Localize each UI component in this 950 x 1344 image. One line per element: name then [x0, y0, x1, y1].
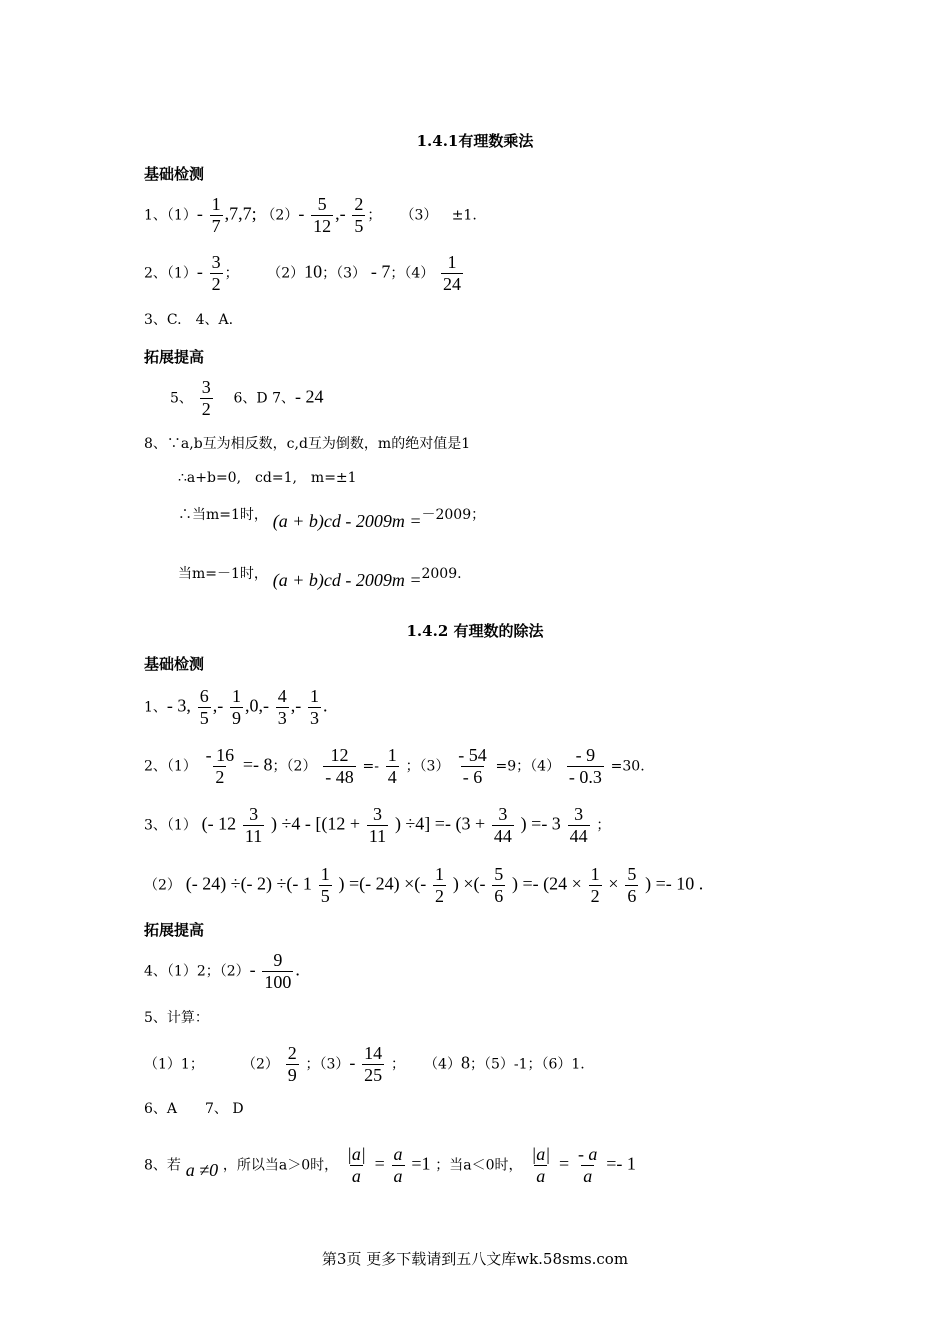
answer-line-8a: 8、∵a,b互为相反数，c,d互为倒数，m的绝对值是1 [144, 436, 471, 452]
fraction: $\frac{2}{9}$ [287, 1043, 297, 1085]
div-answer-line-2: 2、（1） $\frac{- 16}{2}$ =- 8；（2） $\frac{12}{- 48}$ =- $\frac{1}{4}$ ；（3） $\frac{- 54}{- 6}$ =9；（4） $\frac{- 9}{- 0.3}$ =30. [144, 745, 645, 787]
div-answer-line-9: 8、若 a ≠0 ，所以当a＞0时， $\frac{|a|}{a}$ = $\frac{a}{a}$ =1 ；当a＜0时， $\frac{|a|}{a}$ = $\frac{- a}{a}$ =- 1 [144, 1144, 636, 1186]
heading-basic-2: 基础检测 [144, 655, 205, 673]
page-footer: 第3页 更多下载请到五八文库wk.58sms.com [321, 1250, 629, 1268]
fraction: $\frac{2}{5}$ [354, 194, 364, 236]
answer-line-8c: ∴当m=1时， (a + b)cd - 2009m =－2009； [178, 507, 486, 531]
section-title-division: 1.4.2 有理数的除法 [406, 622, 544, 640]
answer-line-5: 5、 $\frac{3}{2}$ 6、D 7、- 24 [170, 377, 324, 419]
fraction: $\frac{12}{- 48}$ [325, 745, 354, 787]
fraction: $\frac{- 9}{- 0.3}$ [568, 745, 602, 787]
div-answer-line-7: （1）1； （2） $\frac{2}{9}$ ；（3）- $\frac{14}{25}$ ； （4）8；（5）-1；（6）1. [144, 1043, 585, 1085]
div-answer-line-4: （2） (- 24) ÷(- 2) ÷(- 1 $\frac{1}{5}$ ) =(- 24) ×(- $\frac{1}{2}$ ) ×(- $\frac{5}{6}$ ) =- (24 × $\frac{1}{2}$ × $\frac{5}{6}$ ) =- 10 . [144, 864, 704, 906]
fraction: $\frac{6}{5}$ [199, 686, 209, 728]
div-answer-line-3: 3、（1） (- 12 $\frac{3}{11}$ ) ÷4 - [(12 + $\frac{3}{11}$ ) ÷4] =- (3 + $\frac{3}{44}$ ) =- 3 $\frac{3}{44}$ ； [144, 804, 611, 846]
answer-line-8b: ∴a+b=0, cd=1, m=±1 [178, 470, 357, 486]
fraction: $\frac{- a}{a}$ [577, 1144, 598, 1186]
fraction: $\frac{3}{11}$ [368, 804, 387, 846]
fraction: $\frac{1}{3}$ [310, 686, 320, 728]
fraction: $\frac{1}{5}$ [320, 864, 330, 906]
div-answer-line-6: 5、计算： [144, 1010, 209, 1026]
fraction: $\frac{3}{11}$ [244, 804, 263, 846]
fraction: $\frac{1}{24}$ [443, 252, 462, 294]
fraction: $\frac{1}{7}$ [211, 194, 221, 236]
fraction: $\frac{|a|}{a}$ [531, 1144, 551, 1186]
fraction: $\frac{5}{6}$ [494, 864, 504, 906]
fraction: $\frac{|a|}{a}$ [346, 1144, 366, 1186]
fraction: $\frac{14}{25}$ [364, 1043, 383, 1085]
div-answer-line-8: 6、A 7、 D [144, 1101, 244, 1117]
fraction: $\frac{a}{a}$ [393, 1144, 403, 1186]
fraction: $\frac{1}{9}$ [231, 686, 241, 728]
div-answer-line-1: 1、- 3, $\frac{6}{5}$ ,- $\frac{1}{9}$ ,0,- $\frac{4}{3}$ ,- $\frac{1}{3}$ . [144, 686, 328, 728]
answer-line-1: 1、（1）- $\frac{1}{7}$ ,7,7; （2）- $\frac{5}{12}$ ,- $\frac{2}{5}$ ； （3） ±1. [144, 194, 477, 236]
fraction: $\frac{- 16}{2}$ [205, 745, 235, 787]
fraction: $\frac{3}{2}$ [201, 377, 211, 419]
heading-extension-2: 拓展提高 [144, 921, 205, 939]
fraction: $\frac{4}{3}$ [277, 686, 287, 728]
section-title-multiplication: 1.4.1有理数乘法 [416, 132, 534, 150]
heading-basic-1: 基础检测 [144, 165, 205, 183]
fraction: $\frac{1}{2}$ [590, 864, 600, 906]
answer-line-8d: 当m=－1时， (a + b)cd - 2009m =2009. [178, 566, 462, 590]
fraction: $\frac{3}{44}$ [569, 804, 588, 846]
div-answer-line-5: 4、（1）2；（2）- $\frac{9}{100}$ . [144, 950, 300, 992]
heading-extension-1: 拓展提高 [144, 348, 205, 366]
fraction: $\frac{1}{2}$ [435, 864, 445, 906]
fraction: $\frac{5}{6}$ [627, 864, 637, 906]
fraction: $\frac{9}{100}$ [264, 950, 292, 992]
fraction: $\frac{3}{44}$ [493, 804, 512, 846]
fraction: $\frac{5}{12}$ [313, 194, 332, 236]
fraction: $\frac{- 54}{- 6}$ [458, 745, 487, 787]
fraction: $\frac{3}{2}$ [211, 252, 221, 294]
answer-line-3: 3、C. 4、A. [144, 312, 234, 328]
fraction: $\frac{1}{4}$ [387, 745, 397, 787]
answer-line-2: 2、（1）- $\frac{3}{2}$ ； （2）10；（3） - 7；（4） $\frac{1}{24}$ [144, 252, 462, 294]
